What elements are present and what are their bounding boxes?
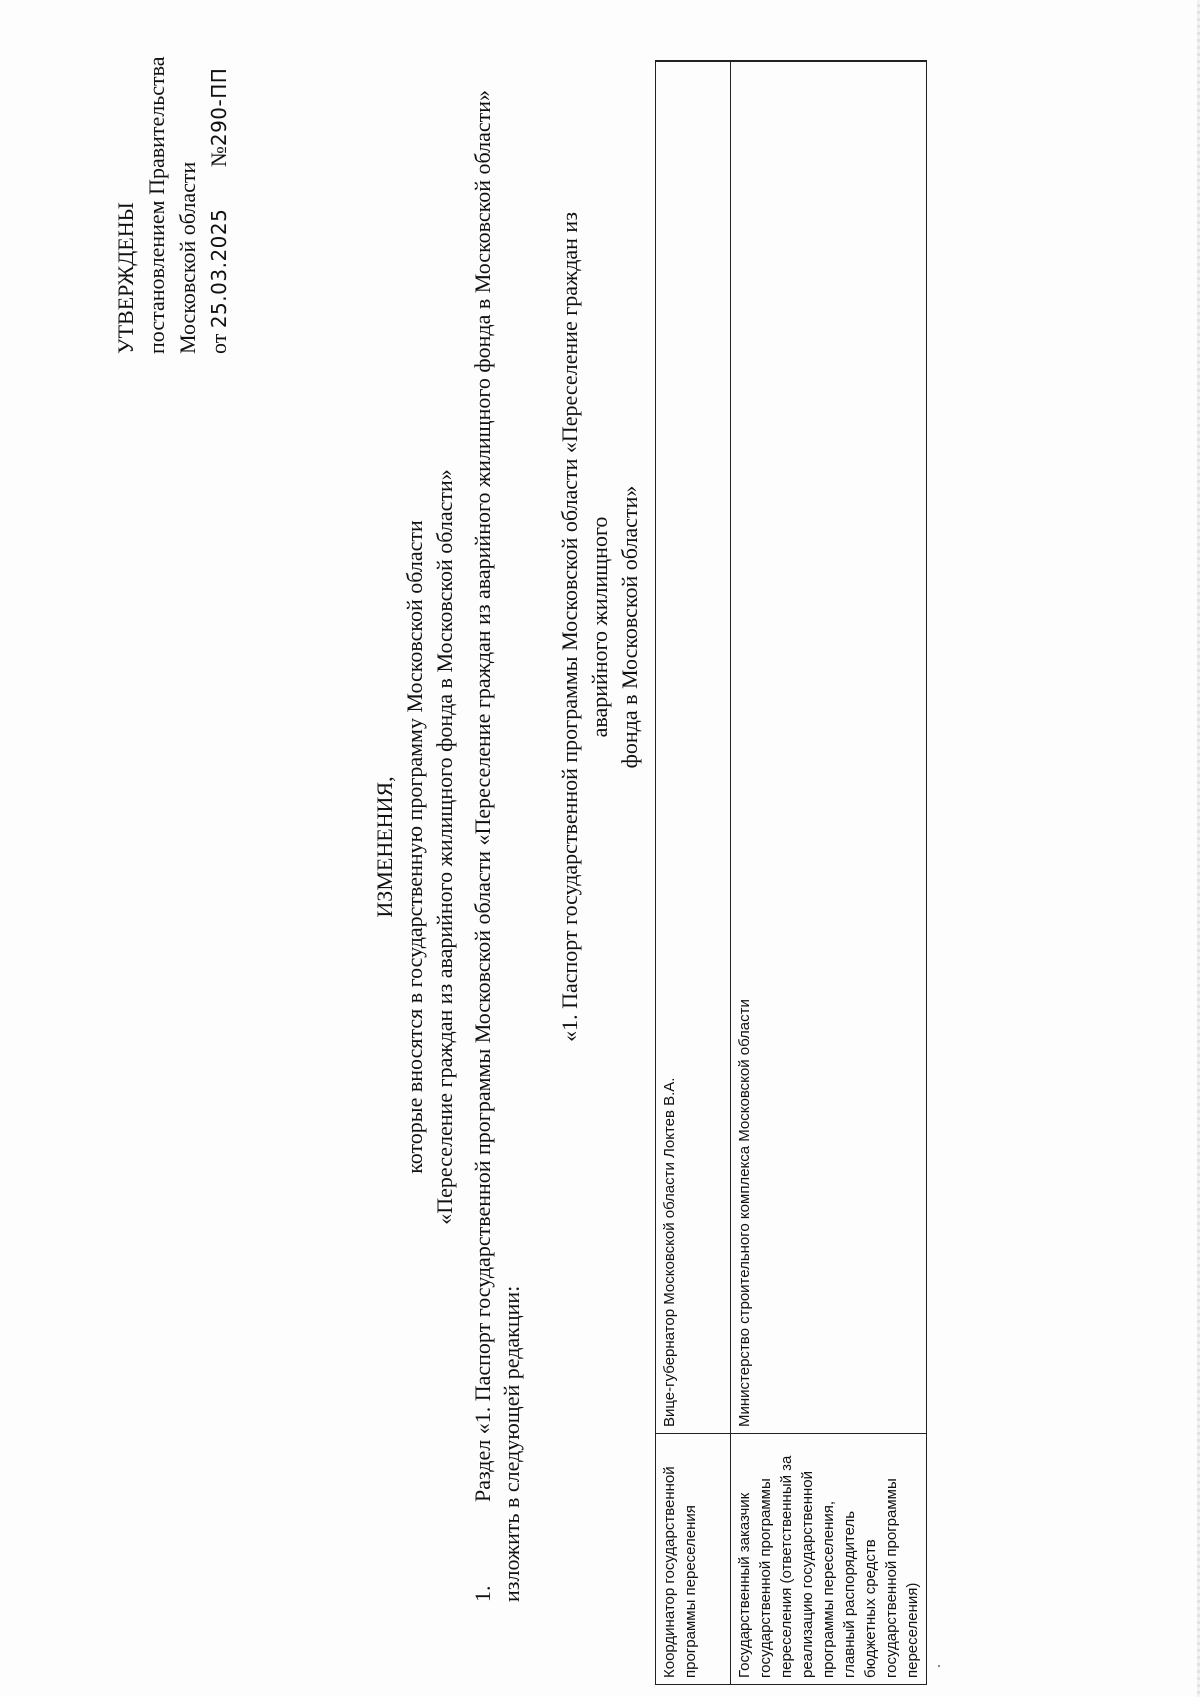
paragraph-number: 1.: [470, 1585, 495, 1602]
paragraph-text: Раздел «1. Паспорт государственной программы Московской области «Переселение граждан из аварийного жилищного фонда в Московской области» изложить в следующей редакции:: [470, 89, 524, 1602]
approval-line-3: Московской области: [175, 161, 200, 354]
approval-line-2: постановлением Правительства: [144, 56, 169, 354]
passport-title-line-1: «1. Паспорт государственной программы Московской области «Переселение граждан из аварийного жилищного: [557, 212, 612, 1042]
passport-title-line-2: фонда в Московской области»: [617, 485, 642, 769]
decree-number: 290-ПП: [207, 67, 231, 147]
approval-stamp-block: [110, 34, 235, 354]
table-key-cell: Координатор государственной программы переселения: [656, 1434, 731, 1685]
table-row: [731, 61, 927, 1685]
heading-title: ИЗМЕНЕНИЯ,: [372, 776, 397, 918]
approval-date-row: [203, 34, 235, 354]
paragraph-1: [468, 72, 526, 1602]
passport-title: [555, 187, 645, 1067]
table-value-cell: Министерство строительного комплекса Московской области: [731, 61, 927, 1434]
passport-table: [655, 60, 927, 1685]
approval-line-1: УТВЕРЖДЕНЫ: [113, 202, 138, 354]
table-key-cell: Государственный заказчик государственной программы переселения (ответственный за реализацию государственной программы переселения, главный распорядитель бюджетных средств государственной программы переселения): [731, 1434, 927, 1685]
table-row: [656, 61, 731, 1685]
document-heading: [370, 297, 460, 1397]
date-prefix: от: [206, 333, 231, 354]
number-sign: №: [206, 146, 231, 168]
table-value-cell: Вице-губернатор Московской области Локтев В.А.: [656, 61, 731, 1434]
heading-line-3: «Переселение граждан из аварийного жилищного фонда в Московской области»: [432, 469, 457, 1225]
approval-date: 25.03.2025: [207, 208, 231, 329]
scan-speck: [938, 1665, 940, 1667]
heading-line-2: которые вносятся в государственную программу Московской области: [402, 520, 427, 1174]
